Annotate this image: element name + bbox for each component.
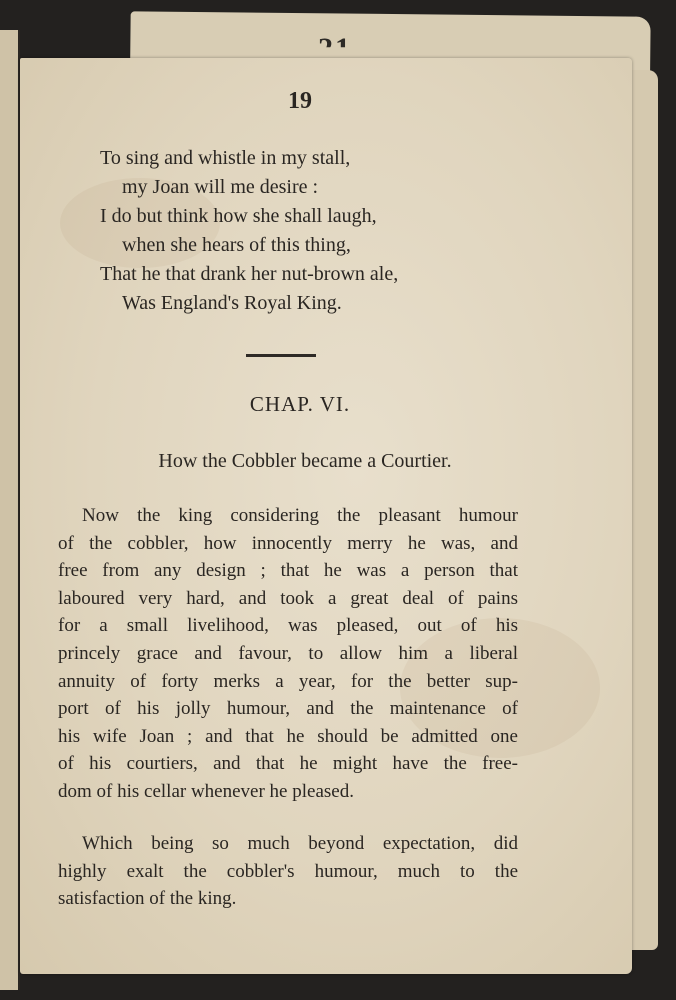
text-line: laboured very hard, and took a great deal of pains — [58, 587, 518, 609]
text-line: highly exalt the cobbler's humour, much to the — [58, 860, 518, 882]
text-line: Now the king considering the pleasant humour — [82, 505, 518, 526]
section-divider — [246, 354, 316, 357]
text-line: of the cobbler, how innocently merry he was, and — [58, 532, 518, 554]
paragraph — [58, 502, 518, 806]
text-line: satisfaction of the king. — [58, 888, 237, 910]
chapter-title: CHAP. VI. — [249, 392, 351, 416]
verse — [100, 144, 540, 318]
verse-line: To sing and whistle in my stall, — [100, 147, 351, 169]
verse-line: when she hears of this thing, — [122, 234, 351, 256]
underlying-page-edge — [628, 70, 658, 950]
text-line: dom of his cellar whenever he pleased. — [58, 780, 354, 802]
text-line: his wife Joan ; and that he should be admitted one — [58, 725, 518, 747]
previous-leaf-edge — [0, 30, 20, 990]
text-line: princely grace and favour, to allow him a liberal — [58, 642, 518, 664]
book-page — [20, 58, 632, 974]
verse-line: Was England's Royal King. — [122, 292, 342, 314]
verse-line: That he that drank her nut-brown ale, — [100, 263, 399, 285]
verse-line: my Joan will me desire : — [122, 176, 319, 198]
text-line: free from any design ; that he was a person that — [58, 560, 518, 582]
text-line: port of his jolly humour, and the maintenance of — [58, 698, 518, 720]
chapter-subtitle: How the Cobbler became a Courtier. — [158, 450, 452, 472]
text-line: Which being so much beyond expectation, did — [82, 833, 518, 854]
text-line: annuity of forty merks a year, for the better sup- — [58, 670, 518, 692]
text-line: for a small livelihood, was pleased, out of his — [58, 615, 518, 637]
text-line: of his courtiers, and that he might have the free- — [58, 753, 518, 775]
verse-line: I do but think how she shall laugh, — [100, 205, 377, 227]
paragraph — [58, 830, 518, 913]
page-number: 19 — [288, 88, 312, 114]
